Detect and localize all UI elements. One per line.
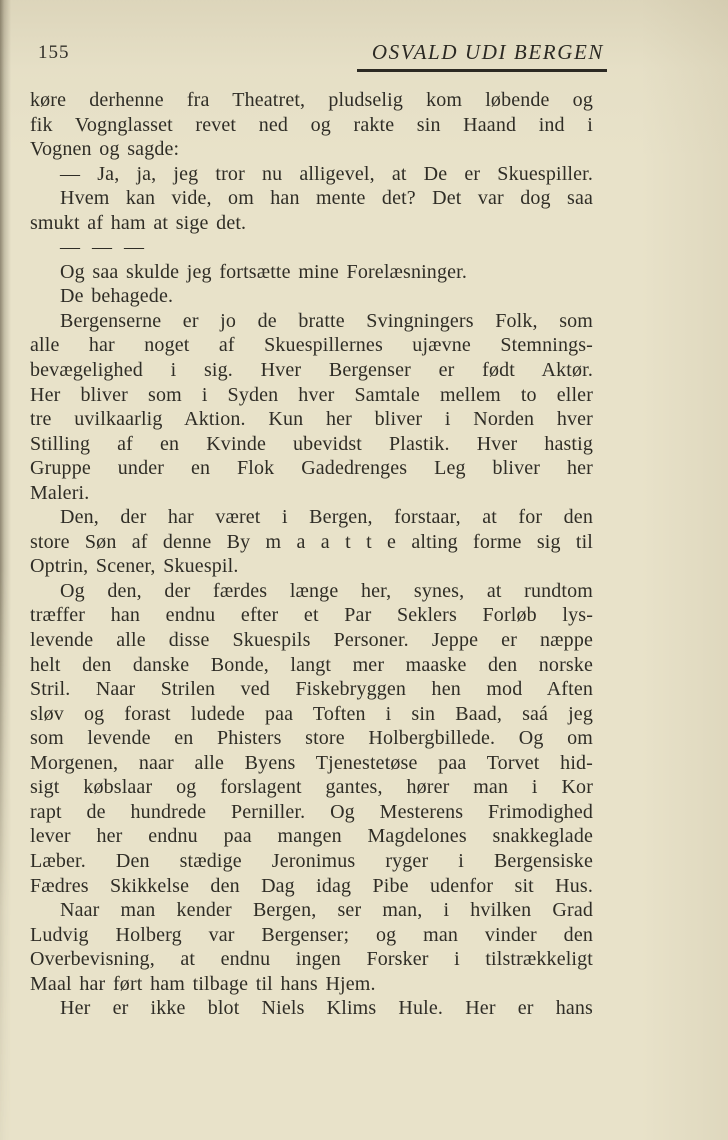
- section-break: — — —: [60, 236, 144, 259]
- text-line: — Ja, ja, jeg tror nu alligevel, at De er Skuespiller.: [60, 162, 593, 185]
- text-line: Optrin, Scener, Skuespil.: [30, 555, 239, 578]
- text-line: levende alle disse Skuespils Personer. Jeppe er næppe: [30, 629, 593, 652]
- text-line: fik Vognglasset revet ned og rakte sin Haand ind i: [30, 113, 593, 136]
- text-line: som levende en Phisters store Holbergbillede. Og om: [30, 727, 593, 750]
- text-line: Fædres Skikkelse den Dag idag Pibe udenfor sit Hus.: [30, 874, 593, 897]
- page-number: 155: [38, 42, 70, 63]
- running-header: [357, 40, 607, 72]
- body-text: [30, 88, 593, 1021]
- text-line: Og den, der færdes længe her, synes, at rundtom: [60, 579, 593, 602]
- text-line: alle har noget af Skuespillernes ujævne Stemnings-: [30, 334, 593, 357]
- text-line: Bergenserne er jo de bratte Svingningers Folk, som: [60, 309, 593, 332]
- text-line: Stril. Naar Strilen ved Fiskebryggen hen mod Aften: [30, 678, 593, 701]
- text-line: smukt af ham at sige det.: [30, 211, 247, 234]
- binding-gutter-shadow: [0, 0, 11, 1140]
- text-line: Maal har ført ham tilbage til hans Hjem.: [30, 972, 376, 995]
- text-line: tre uvilkaarlig Aktion. Kun her bliver i Norden hver: [30, 408, 593, 431]
- text-line: bevægelighed i sig. Hver Bergenser er født Aktør.: [30, 359, 593, 382]
- chapter-title: OSVALD UDI BERGEN: [357, 40, 607, 72]
- text-line: sløv og forast ludede paa Toften i sin Baad, saá jeg: [30, 702, 593, 725]
- text-line: De behagede.: [60, 285, 174, 308]
- text-line: Vognen og sagde:: [30, 138, 180, 161]
- text-line: Og saa skulde jeg fortsætte mine Forelæsninger.: [60, 260, 467, 283]
- text-line: Maleri.: [30, 481, 90, 504]
- text-line: store Søn af denne By m a a t t e alting forme sig til: [30, 530, 593, 553]
- text-line: sigt købslaar og forslagent gantes, hører man i Kor: [30, 776, 593, 799]
- text-line: Hvem kan vide, om han mente det? Det var dog saa: [60, 187, 593, 210]
- text-line: Morgenen, naar alle Byens Tjenestetøse paa Torvet hid-: [30, 751, 593, 774]
- text-line: lever her endnu paa mangen Magdelones snakkeglade: [30, 825, 593, 848]
- text-line: Stilling af en Kvinde ubevidst Plastik. Hver hastig: [30, 432, 593, 455]
- text-line: Overbevisning, at endnu ingen Forsker i tilstrækkeligt: [30, 948, 593, 971]
- text-line: Ludvig Holberg var Bergenser; og man vinder den: [30, 923, 593, 946]
- text-line: træffer han endnu efter et Par Seklers Forløb lys-: [30, 604, 593, 627]
- text-line: køre derhenne fra Theatret, pludselig kom løbende og: [30, 89, 593, 111]
- text-line: Her er ikke blot Niels Klims Hule. Her er hans: [60, 997, 593, 1020]
- text-line: Gruppe under en Flok Gadedrenges Leg bliver her: [30, 457, 593, 480]
- text-line: helt den danske Bonde, langt mer maaske den norske: [30, 653, 593, 676]
- text-line: Her bliver som i Syden hver Samtale mellem to eller: [30, 383, 593, 406]
- text-line: rapt de hundrede Perniller. Og Mesterens Frimodighed: [30, 800, 593, 823]
- text-line: Naar man kender Bergen, ser man, i hvilken Grad: [60, 899, 593, 922]
- text-line: Læber. Den stædige Jeronimus ryger i Bergensiske: [30, 849, 593, 872]
- text-line: Den, der har været i Bergen, forstaar, at for den: [60, 506, 593, 529]
